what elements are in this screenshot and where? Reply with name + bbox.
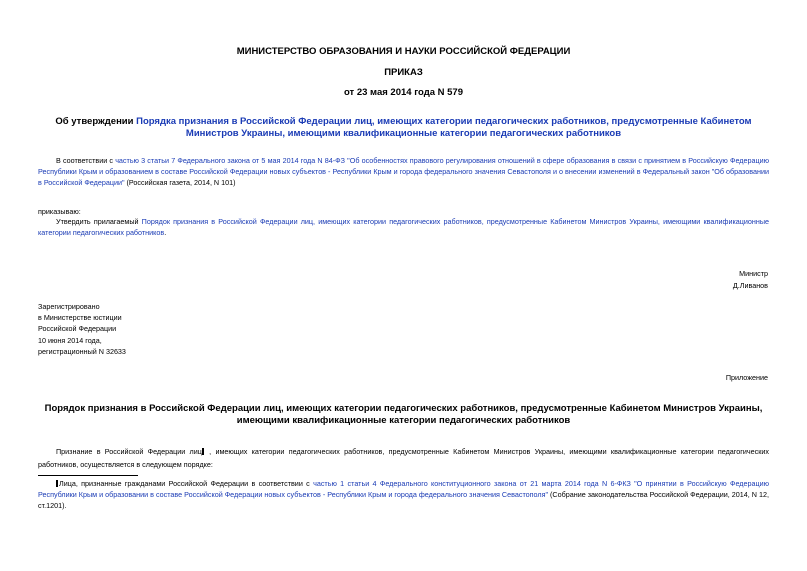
title-prefix: Об утверждении — [55, 116, 137, 127]
para1-rest: , имеющих категории педагогических работников, предусмотренные Кабинетом Министров Украины, имеющими квалификационные категории педагогических работников, осуществляется в следующем порядке: — [38, 447, 769, 469]
registration-line: регистрационный N 32633 — [38, 346, 126, 356]
approve-paragraph — [38, 216, 769, 238]
footnote-marker — [56, 480, 58, 487]
signature-name: Д.Ливанов — [732, 281, 768, 290]
footnote-text — [38, 478, 769, 511]
registration-line: в Министерстве юстиции — [38, 313, 122, 323]
registration-line: Российской Федерации — [38, 324, 117, 334]
document-type: ПРИКАЗ — [384, 67, 423, 78]
footnote-prefix: Лица, признанные гражданами Российской Федерации в соответствии с — [59, 479, 314, 488]
footnote-suffix: (Собрание законодательства Российской Федерации, 2014, N 12, ст.1201). — [38, 490, 769, 510]
footnote-marker[interactable] — [202, 448, 204, 455]
approve-suffix: . — [164, 228, 167, 237]
footnote-law-link[interactable]: частью 1 статьи 4 Федерального конституционного закона от 21 марта 2014 года N 6-ФКЗ "О принятии в Российскую Федерацию Республики Крым и образовании в составе Российской Федерации новых субъектов - Республики Крым и города федерального значения Севастополя" — [38, 479, 769, 499]
order-verb: приказываю: — [38, 207, 81, 216]
ministry-heading: МИНИСТЕРСТВО ОБРАЗОВАНИЯ И НАУКИ РОССИЙСКОЙ ФЕДЕРАЦИИ — [236, 46, 571, 57]
document-date-number: от 23 мая 2014 года N 579 — [343, 87, 464, 98]
title-procedure-link[interactable]: Порядка признания в Российской Федерации лиц, имеющих категории педагогических работников, предусмотренные Кабинетом Министров Украины, имеющими квалификационные категории педагогических работников — [136, 116, 752, 139]
basis-paragraph — [38, 155, 769, 188]
signature-position: Министр — [739, 269, 768, 278]
approve-procedure-link[interactable]: Порядок признания в Российской Федерации лиц, имеющих категории педагогических работников, предусмотренные Кабинетом Министров Украины, имеющими квалификационные категории педагогических работников — [38, 217, 769, 237]
registration-block — [38, 301, 126, 357]
basis-prefix: В соответствии с — [56, 156, 116, 165]
registration-line: Зарегистрировано — [38, 302, 100, 311]
document-title — [45, 116, 762, 140]
registration-line: 10 июня 2014 года, — [38, 335, 102, 345]
basis-law-link[interactable]: частью 3 статьи 7 Федерального закона от 5 мая 2014 года N 84-ФЗ "Об особенностях правового регулирования отношений в сфере образования в связи с принятием в Российскую Федерацию Республики Крым и образованием в составе Российской Федерации новых субъектов - Республики Крым и города федерального значения Севастополя и о внесении изменений в Федеральный закон "Об образовании в Российской Федерации" — [38, 156, 769, 187]
appendix-label: Приложение — [725, 373, 768, 382]
approve-prefix: Утвердить прилагаемый — [56, 217, 142, 226]
appendix-title: Порядок признания в Российской Федерации лиц, имеющих категории педагогических работников, предусмотренные Кабинетом Министров Украины, имеющими квалификационные категории педагогических работников — [44, 403, 763, 426]
appendix-paragraph-1 — [38, 445, 769, 471]
para1-start: Признание в Российской Федерации лиц — [56, 447, 202, 456]
footnote-divider — [38, 475, 138, 476]
basis-suffix: (Российская газета, 2014, N 101) — [124, 178, 236, 187]
signature-block — [600, 268, 768, 292]
